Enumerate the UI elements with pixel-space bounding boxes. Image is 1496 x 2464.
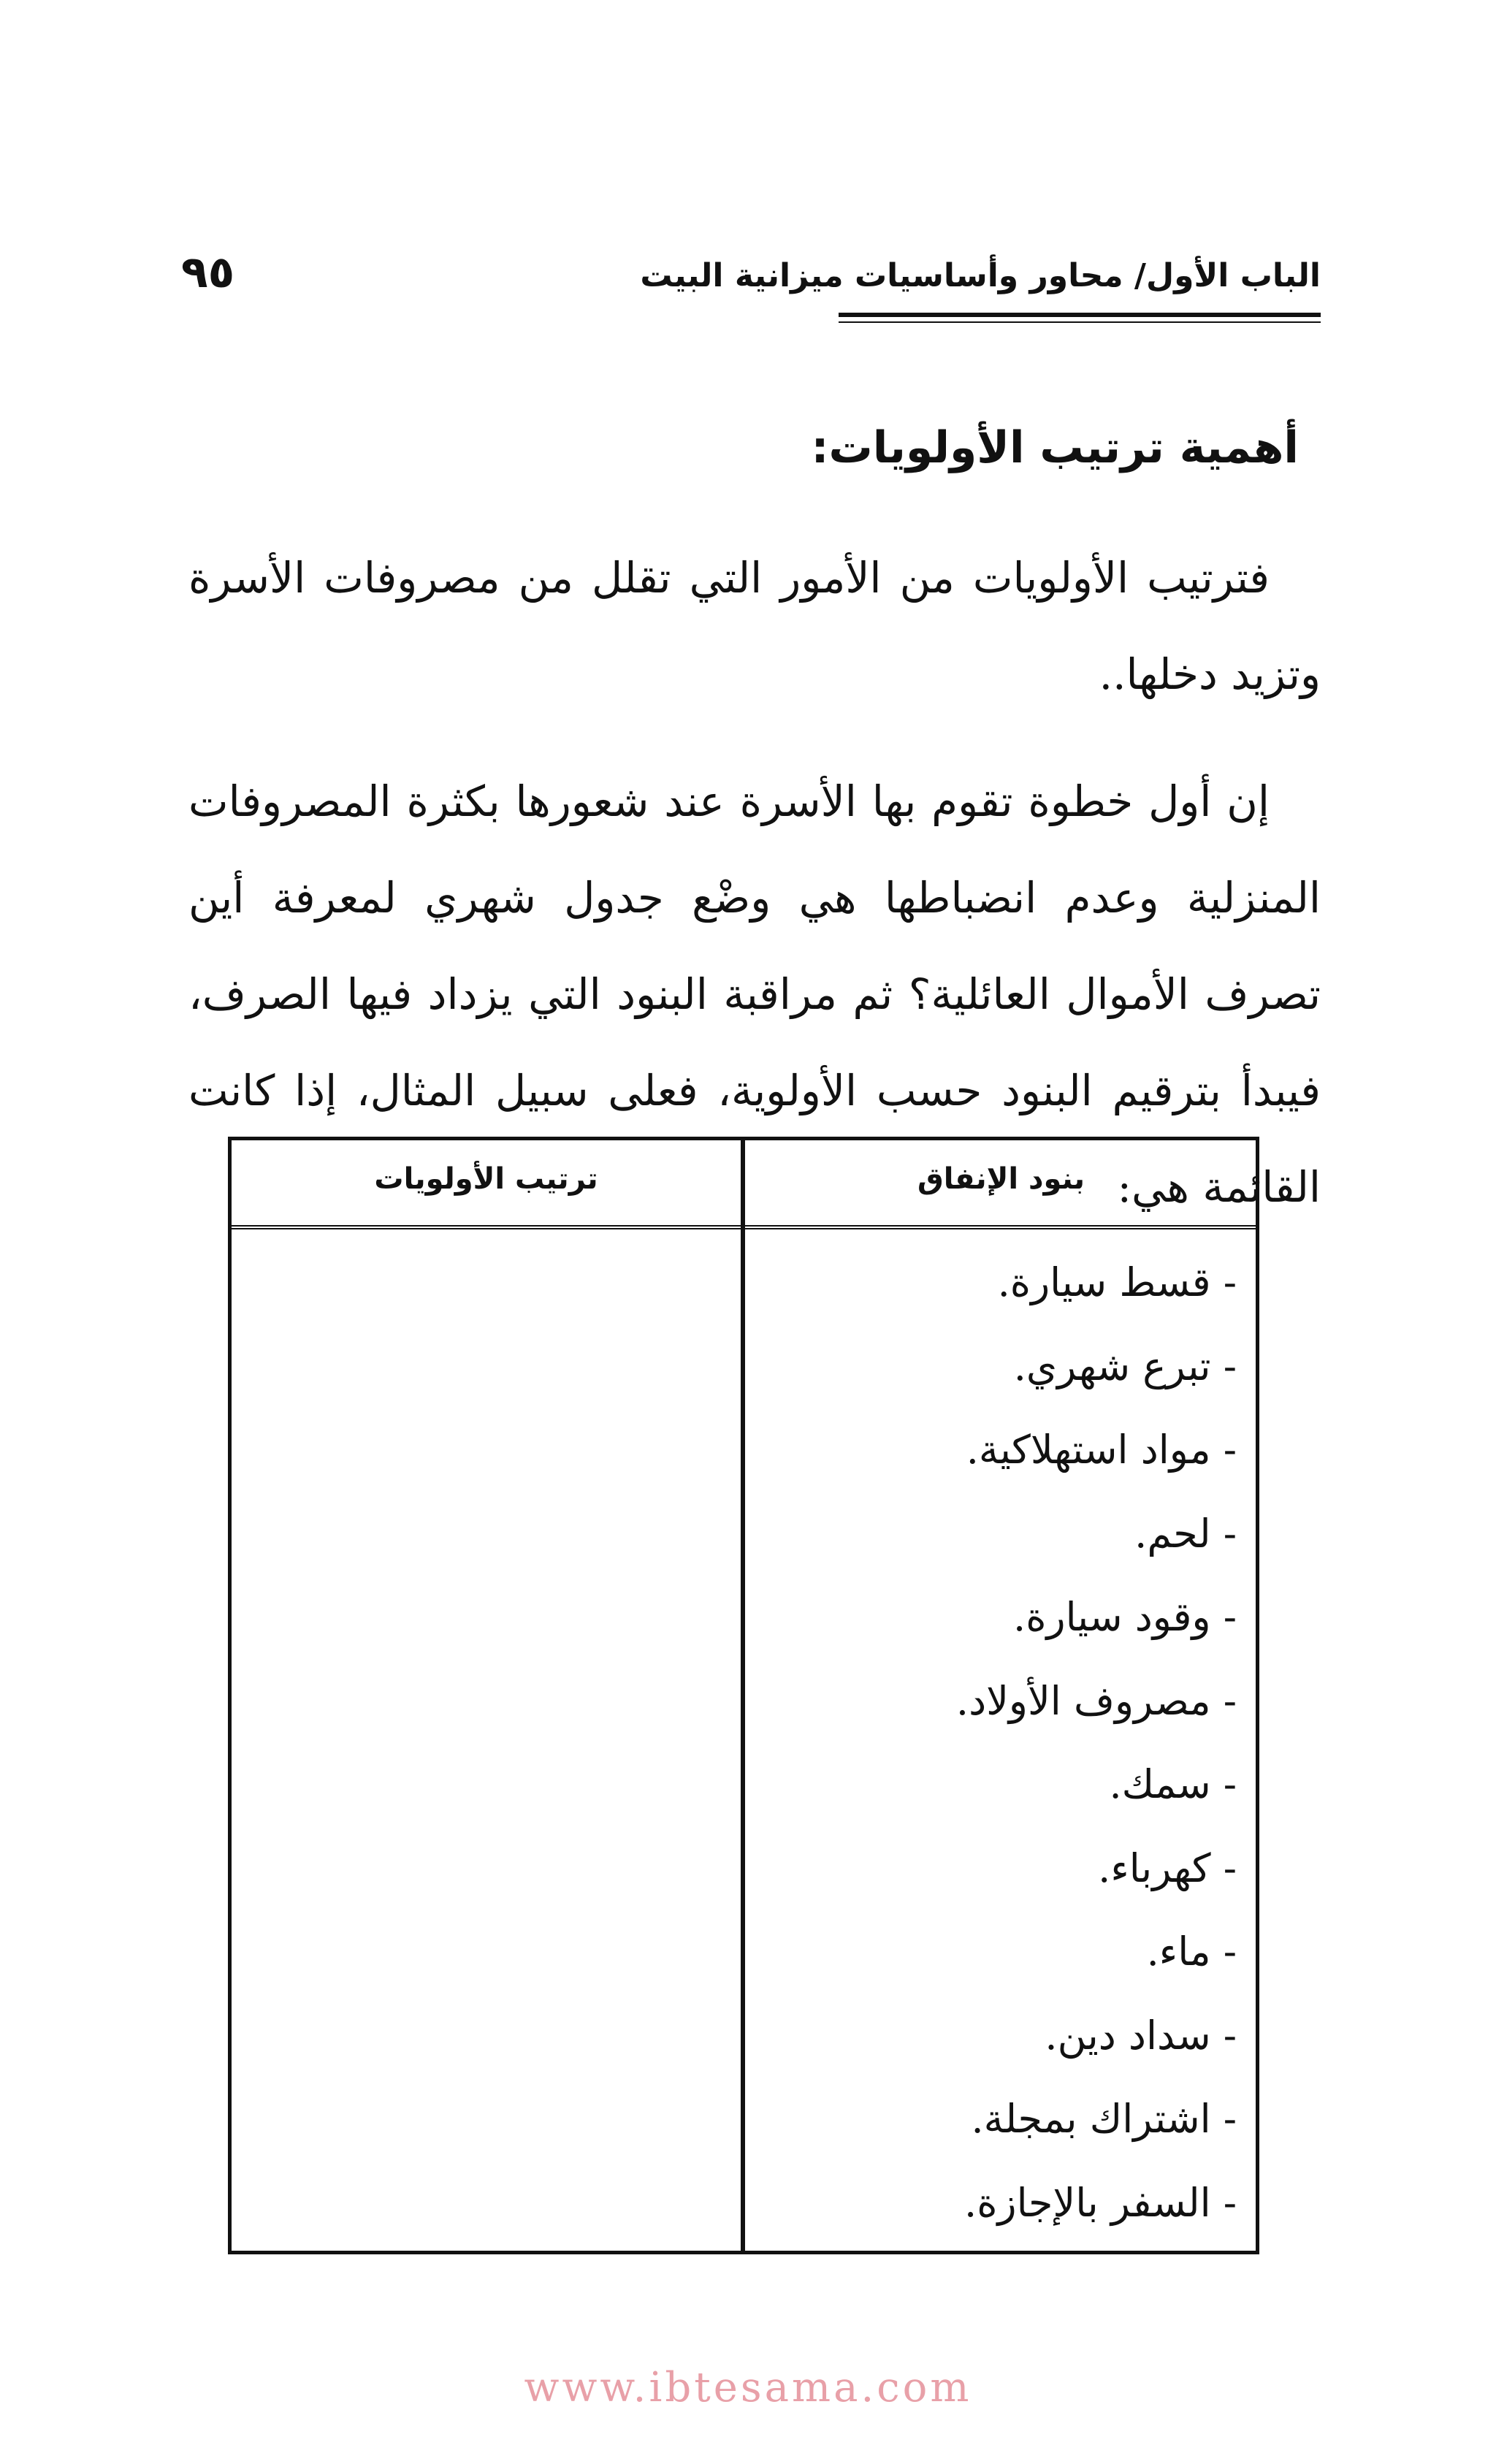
list-item: - اشتراك بمجلة.: [971, 2096, 1237, 2142]
list-item: - قسط سيارة.: [997, 1259, 1237, 1305]
list-item: - سداد دين.: [1045, 2012, 1237, 2059]
list-item: - مصروف الأولاد.: [955, 1677, 1237, 1724]
list-item: - ماء.: [1146, 1929, 1237, 1975]
list-item: - وقود سيارة.: [1013, 1594, 1237, 1640]
list-item: - لحم.: [1134, 1510, 1237, 1557]
header-expense-items: بنود الإنفاق: [917, 1162, 1085, 1196]
list-item: - كهرباء.: [1098, 1845, 1237, 1891]
column-divider: [741, 1140, 745, 2251]
running-header: [181, 241, 1321, 321]
running-title: الباب الأول/ محاور وأساسيات ميزانية البيت: [640, 257, 1321, 294]
expense-items-list: [956, 1241, 1237, 2245]
expense-priority-table: [228, 1137, 1259, 2254]
paragraph-2: إن أول خطوة تقوم بها الأسرة عند شعورها بكثرة المصروفات المنزلية وعدم انضباطها هي وضْع جدول شهري لمعرفة أين تصرف الأموال العائلية؟ ثم مراقبة البنود التي يزداد فيها الصرف، فيبدأ بترقيم البنود حسب الأولوية، فعلى سبيل المثال، إذا كانت القائمة هي:: [188, 777, 1321, 1212]
list-item: - السفر بالإجازة.: [964, 2179, 1237, 2226]
header-rule-thin: [839, 321, 1321, 323]
list-item: - سمك.: [1109, 1761, 1237, 1807]
section-title: أهمية ترتيب الأولويات:: [811, 422, 1299, 473]
list-item: - مواد استهلاكية.: [966, 1427, 1237, 1473]
watermark-url: www.ibtesama.com: [524, 2364, 972, 2411]
paragraph-1: فترتيب الأولويات من الأمور التي تقلل من مصروفات الأسرة وتزيد دخلها..: [188, 553, 1321, 699]
page-number: ٩٥: [181, 247, 235, 298]
list-item: - تبرع شهري.: [1013, 1343, 1237, 1389]
body-text: [188, 530, 1321, 1235]
header-priority-order: ترتيب الأولويات: [374, 1162, 598, 1196]
header-rule: [839, 313, 1321, 317]
